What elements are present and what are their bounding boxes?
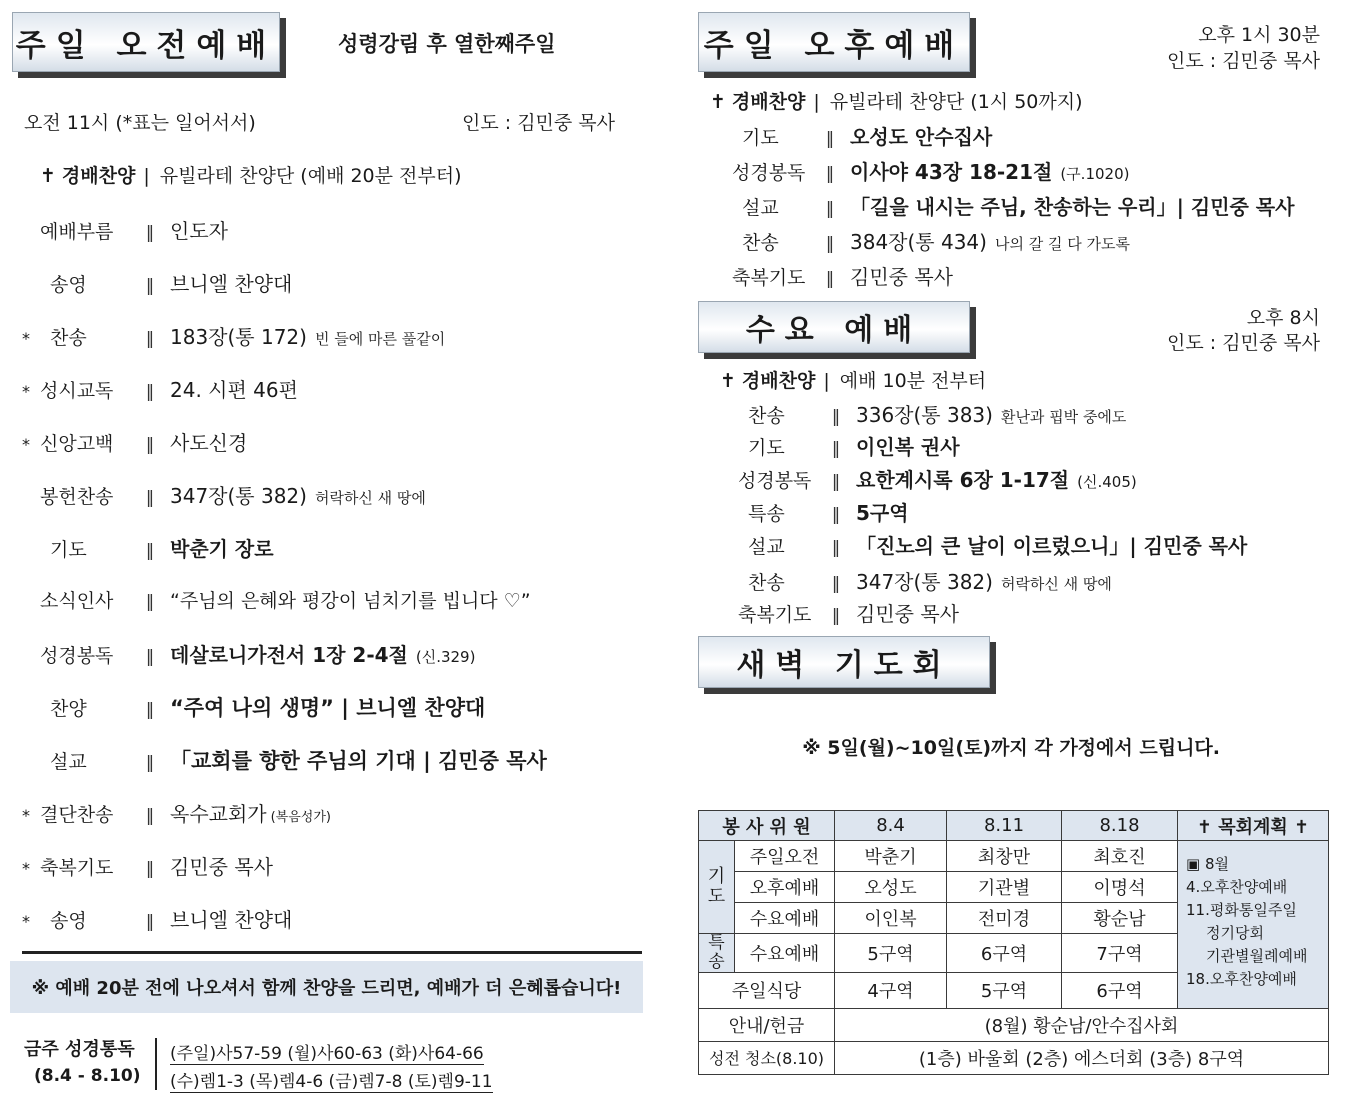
item-separator: ‖ [145,276,155,296]
item-separator: ‖ [145,806,155,826]
item-separator: ‖ [825,199,835,219]
morning-item-creed [22,427,247,456]
item-label: 설교 [742,197,779,219]
worship-notice [10,961,643,1013]
wednesday-item-hymn-2 [738,566,1112,595]
wednesday-time: 오후 8시 [1246,307,1320,329]
table-cell: 5구역 [835,934,947,973]
divider-line [22,951,642,954]
item-value: 336장(통 383) [856,403,993,427]
afternoon-praise-sep: | [813,91,820,113]
table-row-label: 수요예배 [735,903,835,934]
item-value: 박춘기 장로 [170,537,274,561]
table-header-date: 8.11 [947,811,1062,841]
afternoon-praise-row [710,87,1083,114]
item-label: 성경봉독 [738,470,812,492]
stand-mark: * [22,382,30,401]
item-note: (신.405) [1077,473,1137,491]
morning-praise-value: 유빌라테 찬양단 (예배 20분 전부터) [159,165,462,187]
table-cell: 황순남 [1062,903,1178,934]
morning-item-hymn [22,321,445,350]
table-cell: (8월) 황순남/안수집사회 [835,1008,1329,1041]
table-cell: (1층) 바울회 (2층) 에스더회 (3층) 8구역 [835,1041,1329,1074]
wednesday-leader: 인도 : 김민중 목사 [1167,332,1320,354]
wednesday-praise-sep: | [823,370,830,392]
item-separator: ‖ [145,541,155,561]
item-separator: ‖ [145,859,155,879]
afternoon-praise-label: 경배찬양 [731,91,806,113]
morning-item-responsive [22,374,298,403]
table-cell: 오성도 [835,872,947,903]
item-label: 예배부름 [40,221,114,243]
table-header-date: 8.18 [1062,811,1178,841]
afternoon-time: 오후 1시 30분 [1198,24,1320,46]
item-label: 찬송 [742,232,779,254]
wednesday-item-prayer [738,431,960,460]
item-label: 기도 [748,437,785,459]
morning-item-greeting [22,586,531,613]
item-value: 오성도 안수집사 [850,125,993,149]
item-separator: ‖ [831,574,841,594]
item-separator: ‖ [831,472,841,492]
item-separator: ‖ [145,647,155,667]
item-note: 나의 갈 길 다 가도록 [994,235,1130,253]
item-label: 소식인사 [40,590,114,612]
item-value: “주여 나의 생명” | 브니엘 찬양대 [170,696,486,720]
morning-item-doxology-end [22,904,292,933]
item-value: 「교회를 향한 주님의 기대 | 김민중 목사 [170,749,547,773]
morning-item-offering [22,480,426,509]
morning-item-anthem [22,692,485,722]
item-separator: ‖ [145,223,155,243]
table-cell: 7구역 [1062,934,1178,973]
morning-item-doxology [22,268,292,297]
item-separator: ‖ [825,164,835,184]
item-label: 찬송 [50,327,87,349]
table-row-label: 주일식당 [699,972,835,1008]
item-value: 김민중 목사 [856,602,959,626]
bible-reading-dates: (8.4 - 8.10) [34,1066,141,1086]
item-note: (구.1020) [1060,165,1130,183]
service-committee-table [698,810,1329,1075]
morning-leader: 인도 : 김민중 목사 [462,112,615,134]
stand-mark: * [22,329,30,348]
table-cell: 6구역 [1062,972,1178,1008]
item-separator: ‖ [145,753,155,773]
pastoral-plan [1178,841,1329,1009]
item-label: 신앙고백 [40,433,114,455]
afternoon-leader: 인도 : 김민중 목사 [1167,50,1320,72]
item-separator: ‖ [831,538,841,558]
item-value: 183장(통 172) [170,325,307,349]
plan-item: 18.오후찬양예배 [1186,970,1297,989]
item-label: 설교 [748,536,785,558]
item-value: 사도신경 [170,431,248,455]
table-row-label: 주일오전 [735,841,835,872]
morning-title: 주일 오전예배 [15,27,277,64]
item-value: 384장(통 434) [850,230,987,254]
afternoon-title-box [698,12,970,72]
item-value: 「진노의 큰 날이 이르렀으니」| 김민중 목사 [856,534,1248,558]
item-label: 결단찬송 [40,804,114,826]
morning-item-scripture [22,639,475,668]
table-row-label: 안내/헌금 [699,1008,835,1041]
item-value: 브니엘 찬양대 [170,908,293,932]
plan-item: 기관별월례예배 [1206,947,1308,966]
item-label: 축복기도 [738,604,812,626]
table-cell: 기관별 [947,872,1062,903]
morning-praise-sep: | [143,165,150,187]
item-note: 허락하신 새 땅에 [1000,575,1112,593]
table-cell: 박춘기 [835,841,947,872]
morning-time: 오전 11시 (*표는 일어서서) [24,112,256,134]
morning-title-box [12,12,280,72]
wednesday-item-sermon [738,530,1247,559]
item-note: (복음성가) [270,810,331,825]
afternoon-item-hymn [732,226,1130,255]
item-separator: ‖ [145,592,155,612]
item-separator: ‖ [831,407,841,427]
item-value: 요한계시록 6장 1-17절 [856,468,1070,492]
afternoon-item-benediction [732,261,953,290]
item-separator: ‖ [825,129,835,149]
afternoon-item-scripture [732,156,1129,185]
wednesday-item-scripture [738,464,1137,493]
item-separator: ‖ [145,700,155,720]
bible-reading-divider [155,1038,157,1090]
bible-reading-line-1: (주일)사57-59 (월)사60-63 (화)사64-66 [170,1039,484,1065]
table-cell: 이명석 [1062,872,1178,903]
item-note: 환난과 핍박 중에도 [1000,408,1127,426]
cross-icon: ✝ [40,165,56,187]
item-label: 찬양 [50,698,87,720]
plan-item: 정기당회 [1206,924,1264,943]
item-value: 347장(통 382) [856,570,993,594]
item-label: 설교 [50,751,87,773]
wednesday-item-hymn [738,399,1126,428]
cross-icon: ✝ [720,370,736,392]
item-value: “주님의 은혜와 평강이 넘치기를 빕니다 ♡” [170,590,531,612]
plan-month: ▣ 8월 [1186,855,1229,874]
item-separator: ‖ [825,269,835,289]
stand-mark: * [22,435,30,454]
item-value: 347장(통 382) [170,484,307,508]
item-value: 「길을 내시는 주님, 찬송하는 우리」| 김민중 목사 [850,195,1295,219]
table-cell: 5구역 [947,972,1062,1008]
item-separator: ‖ [145,912,155,932]
table-header-plan: ✝ 목회계획 ✝ [1178,811,1329,841]
item-label: 봉헌찬송 [40,486,114,508]
morning-item-benediction [22,851,273,880]
item-label: 송영 [50,910,87,932]
item-value: 이사야 43장 18-21절 [850,160,1053,184]
morning-item-decision [22,798,331,827]
stand-mark: * [22,806,30,825]
dawn-title-box [698,636,990,688]
table-cell: 6구역 [947,934,1062,973]
item-value: 5구역 [856,501,909,525]
table-cell: 이인복 [835,903,947,934]
item-separator: ‖ [831,606,841,626]
wednesday-title: 수요 예배 [745,313,923,348]
table-cell: 전미경 [947,903,1062,934]
item-separator: ‖ [831,505,841,525]
item-label: 성시교독 [40,380,114,402]
wednesday-item-benediction [738,598,959,627]
item-label: 기도 [742,127,779,149]
item-separator: ‖ [831,439,841,459]
item-label: 축복기도 [732,267,806,289]
item-value: 데살로니가전서 1장 2-4절 [170,643,408,667]
item-value: 김민중 목사 [850,265,953,289]
item-value: 브니엘 찬양대 [170,272,293,296]
wednesday-item-special [738,497,909,526]
item-value: 옥수교회가 [170,802,267,826]
worship-notice-text: ※ 예배 20분 전에 나오셔서 함께 찬양을 드리면, 예배가 더 은혜롭습니다! [31,978,622,999]
item-label: 찬송 [748,572,785,594]
item-label: 성경봉독 [732,162,806,184]
item-label: 특송 [748,503,785,525]
wednesday-praise-label: 경배찬양 [741,370,816,392]
item-separator: ‖ [825,234,835,254]
item-note: (신.329) [415,648,476,666]
item-separator: ‖ [145,329,155,349]
dawn-title: 새벽 기도회 [736,648,952,683]
item-separator: ‖ [145,382,155,402]
bible-reading-line-2: (수)렘1-3 (목)렘4-6 (금)렘7-8 (토)렘9-11 [170,1067,493,1093]
dawn-note: ※ 5일(월)~10일(토)까지 각 가정에서 드립니다. [802,737,1220,759]
table-cell: 최호진 [1062,841,1178,872]
table-row-label: 수요예배 [735,934,835,973]
wednesday-title-box [698,301,970,353]
plan-item: 4.오후찬양예배 [1186,878,1288,897]
table-header-committee: 봉 사 위 원 [699,811,835,841]
special-group-label: 특송 [699,934,735,973]
item-note: 빈 들에 마른 풀같이 [314,330,446,348]
item-label: 송영 [50,274,87,296]
afternoon-item-sermon [732,191,1294,220]
item-value: 김민중 목사 [170,855,273,879]
item-separator: ‖ [145,488,155,508]
morning-item-prayer [22,533,274,562]
stand-mark: * [22,912,30,931]
wednesday-praise-row [720,366,986,393]
item-separator: ‖ [145,435,155,455]
cross-icon: ✝ [710,91,726,113]
afternoon-praise-value: 유빌라테 찬양단 (1시 50까지) [829,91,1083,113]
bible-reading-title: 금주 성경통독 [24,1039,135,1060]
item-label: 성경봉독 [40,645,114,667]
item-note: 허락하신 새 땅에 [314,489,426,507]
morning-praise-row [40,161,462,188]
prayer-group-label: 기도 [699,841,735,934]
afternoon-title: 주일 오후예배 [703,27,965,64]
item-value: 24. 시편 46편 [170,378,298,402]
item-label: 기도 [50,539,87,561]
plan-item: 11.평화통일주일 [1186,901,1297,920]
table-cell: 최창만 [947,841,1062,872]
item-label: 찬송 [748,405,785,427]
item-label: 축복기도 [40,857,114,879]
morning-item-call [22,215,228,244]
morning-subtitle: 성령강림 후 열한째주일 [338,32,556,56]
morning-praise-label: 경배찬양 [61,165,136,187]
item-value: 이인복 권사 [856,435,960,459]
table-header-date: 8.4 [835,811,947,841]
wednesday-praise-value: 예배 10분 전부터 [839,370,987,392]
afternoon-item-prayer [732,121,992,150]
table-row-label: 성전 청소(8.10) [699,1041,835,1074]
stand-mark: * [22,859,30,878]
item-value: 인도자 [170,219,228,243]
table-row-label: 오후예배 [735,872,835,903]
table-cell: 4구역 [835,972,947,1008]
